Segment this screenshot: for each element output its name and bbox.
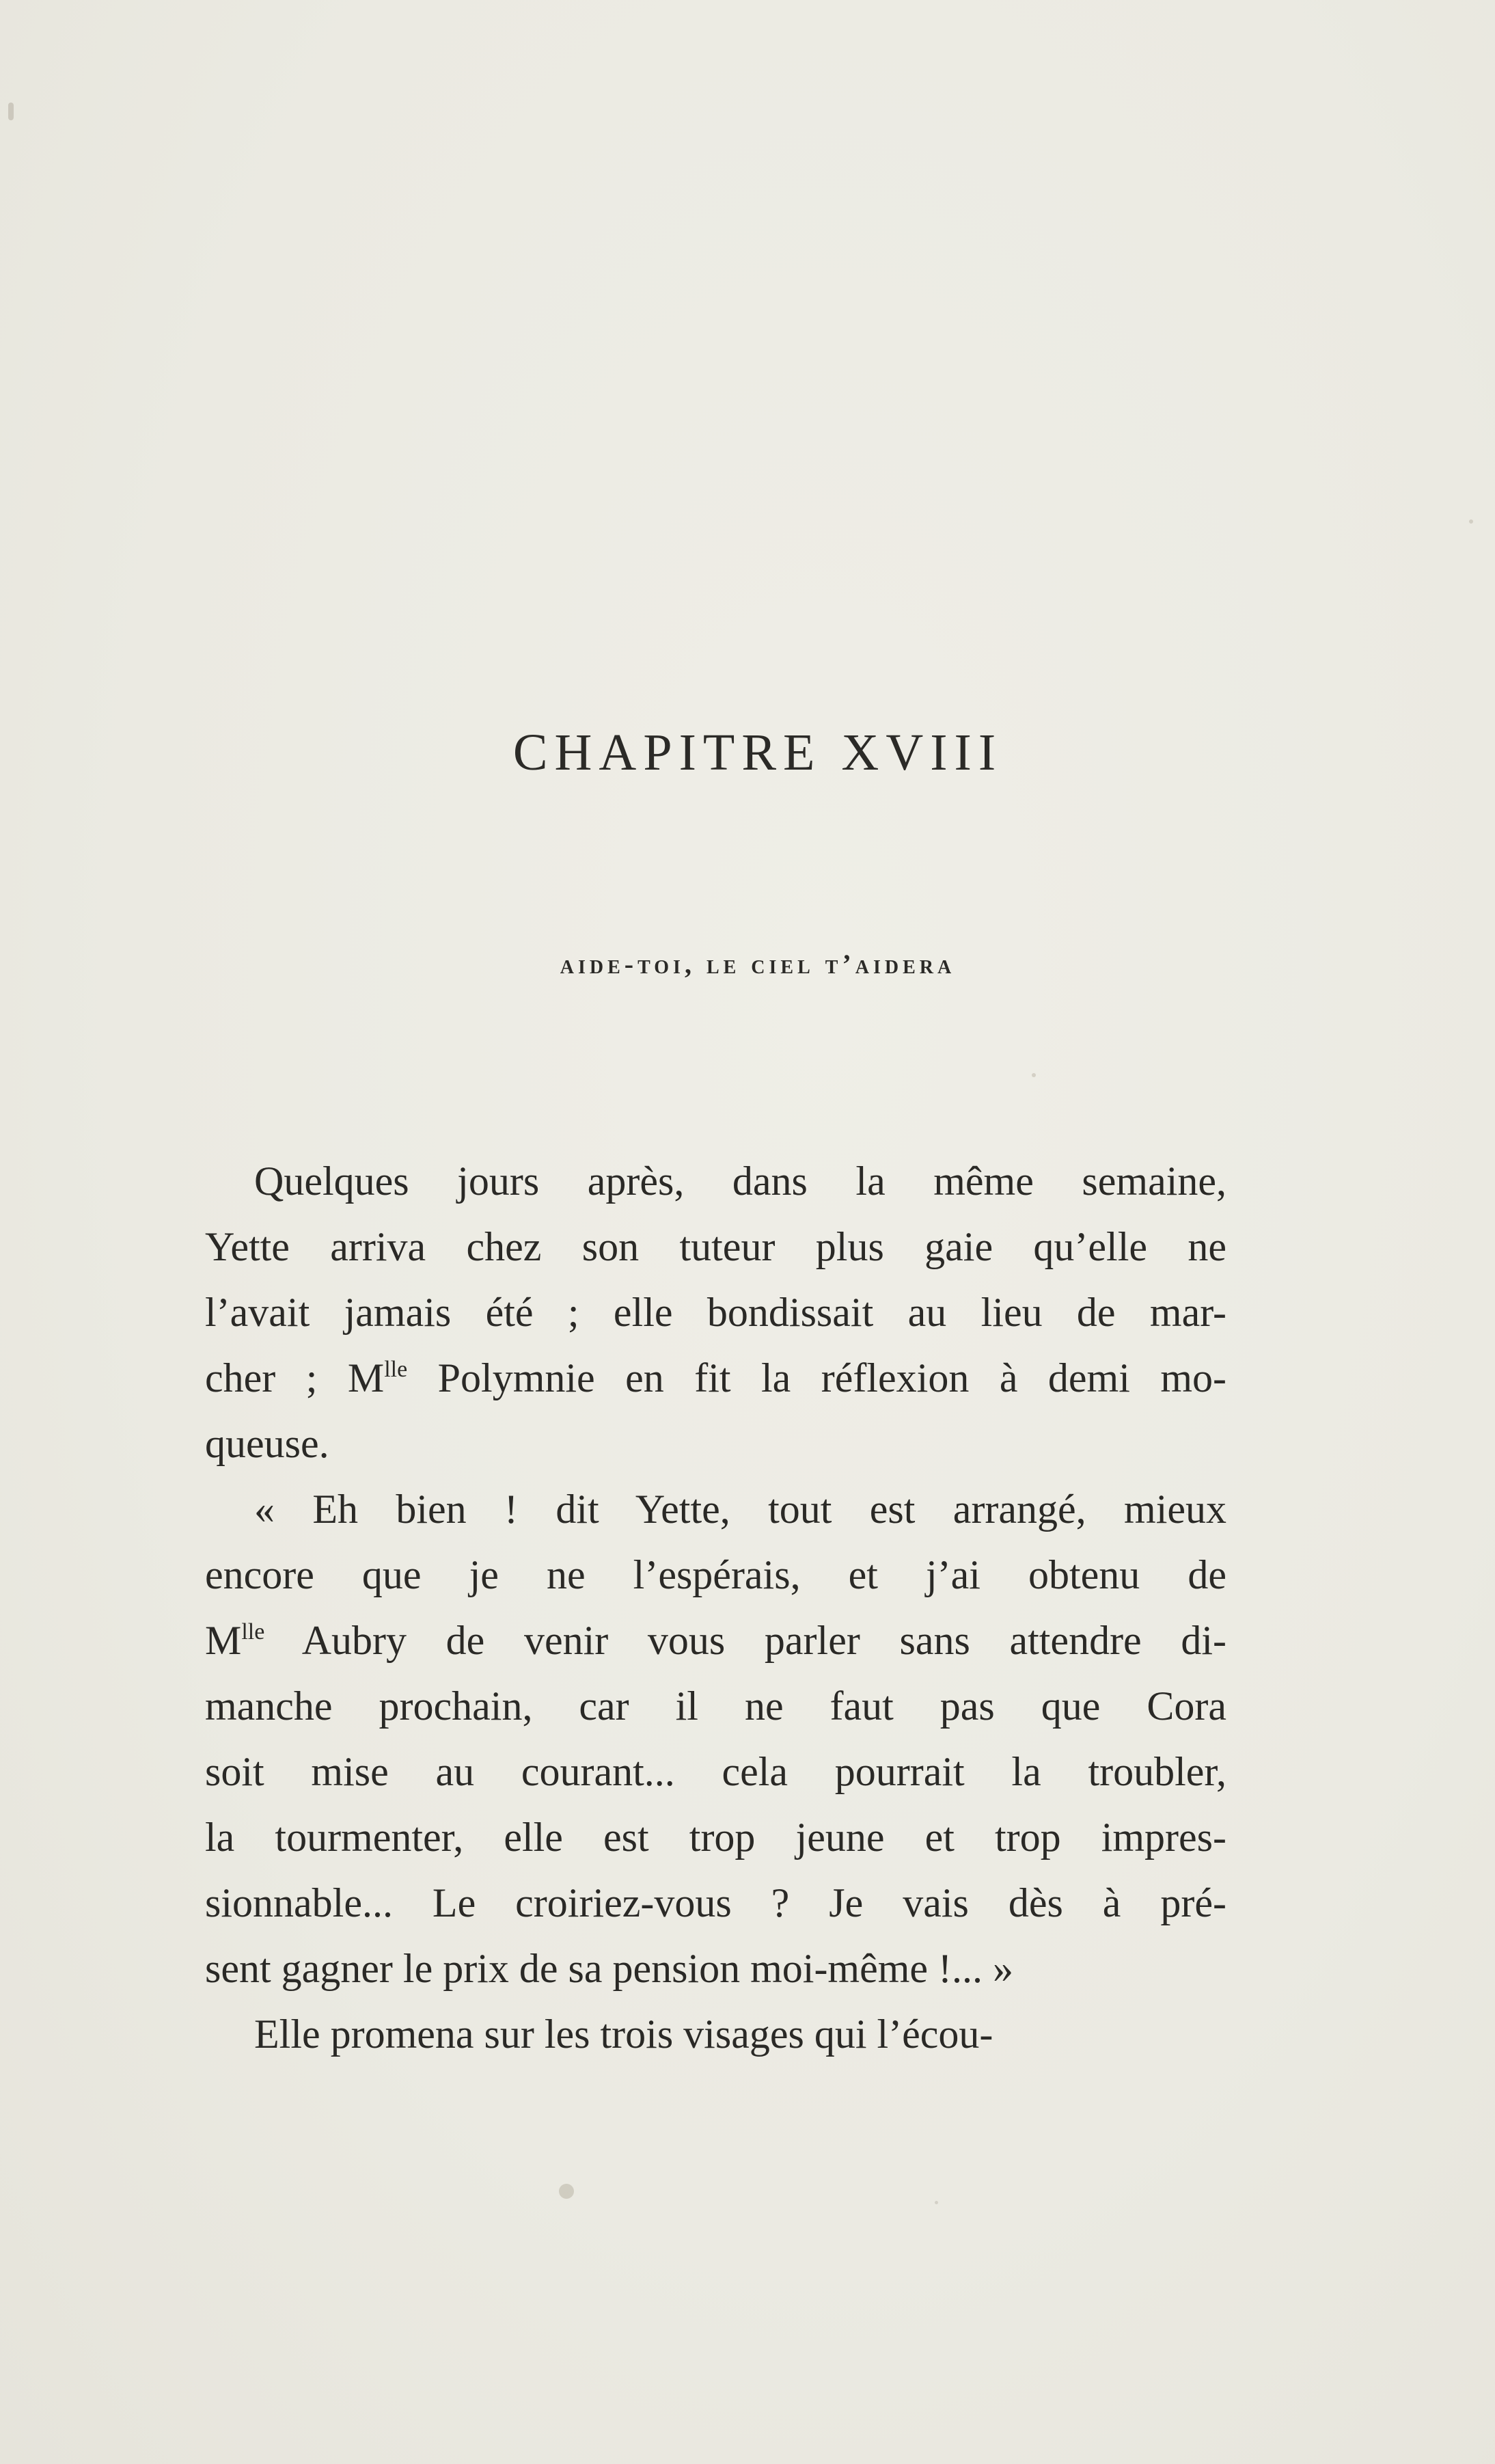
chapter-subtitle: aide-toi, le ciel t’aidera [560,949,956,979]
text-line: encore que je ne l’espérais, et j’ai obtenu de [205,1552,1226,1597]
text-segment: Aubry de venir vous parler sans attendre di- [264,1618,1226,1663]
paragraph-1 [205,1148,1226,1476]
paper-speck [8,103,14,120]
text-line: soit mise au courant... cela pourrait la troubler, [205,1749,1226,1794]
abbreviation-superscript: lle [384,1357,408,1382]
text-line: la tourmenter, elle est trop jeune et trop impres- [205,1815,1226,1860]
text-line: manche prochain, car il ne faut pas que Cora [205,1683,1226,1729]
text-segment: Polymnie en fit la réflexion à demi mo- [407,1355,1227,1400]
text-line: sent gagner le prix de sa pension moi-même !... » [205,1946,1014,1991]
text-line: Elle promena sur les trois visages qui l’écou- [254,2012,993,2057]
text-line: « Eh bien ! dit Yette, tout est arrangé, mieux [254,1487,1226,1532]
text-line: Yette arriva chez son tuteur plus gaie qu’elle ne [205,1224,1226,1269]
text-line [205,1608,1226,1673]
text-line: sionnable... Le croiriez-vous ? Je vais dès à pré- [205,1880,1226,1925]
paper-speck [935,2201,938,2204]
text-line: Quelques jours après, dans la même semaine, [254,1159,1226,1204]
chapter-title: CHAPITRE XVIII [512,724,1003,781]
text-line: queuse. [205,1421,329,1466]
text-line [205,1345,1226,1411]
text-segment: M [205,1618,242,1663]
body-text [205,1148,1226,2067]
paper-speck [559,2184,574,2199]
paragraph-3 [205,2001,1226,2067]
text-line: l’avait jamais été ; elle bondissait au lieu de mar- [205,1290,1226,1335]
text-segment: cher ; M [205,1355,385,1400]
paper-speck [1469,519,1473,524]
paper-speck [1032,1073,1036,1077]
paragraph-2 [205,1476,1226,2001]
abbreviation-superscript: lle [241,1619,265,1644]
